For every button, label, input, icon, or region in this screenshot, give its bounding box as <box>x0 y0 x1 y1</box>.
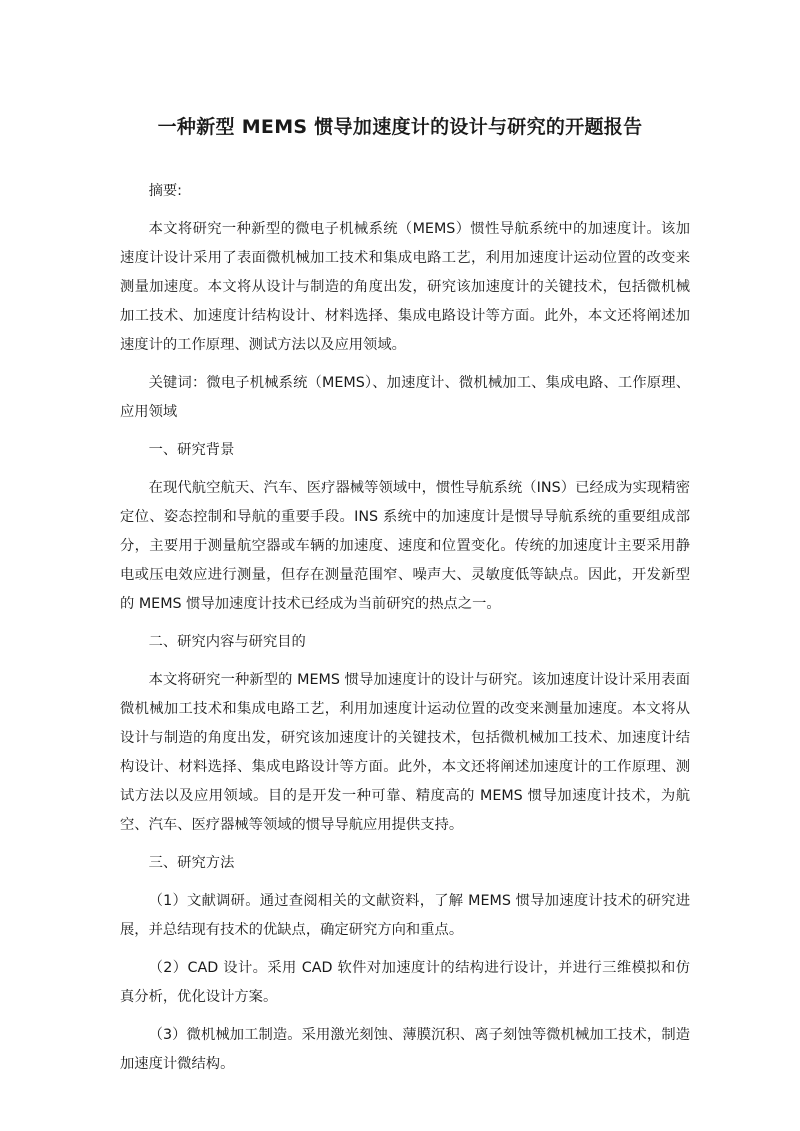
abstract-paragraph: 本文将研究一种新型的微电子机械系统（MEMS）惯性导航系统中的加速度计。该加速度计设计采用了表面微机械加工技术和集成电路工艺，利用加速度计运动位置的改变来测量加速度。本文将从设计与制造的角度出发，研究该加速度计的关键技术，包括微机械加工技术、加速度计结构设计、材料选择、集成电路设计等方面。此外，本文还将阐述加速度计的工作原理、测试方法以及应用领域。 <box>120 221 690 353</box>
method-item-literature: （1）文献调研。通过查阅相关的文献资料，了解 MEMS 惯导加速度计技术的研究进展，并总结现有技术的优缺点，确定研究方向和重点。 <box>120 893 690 938</box>
abstract-label: 摘要: <box>148 183 183 199</box>
background-paragraph: 在现代航空航天、汽车、医疗器械等领域中，惯性导航系统（INS）已经成为实现精密定位、姿态控制和导航的重要手段。INS 系统中的加速度计是惯导导航系统的重要组成部分，主要用于测量航空器或车辆的加速度、速度和位置变化。传统的加速度计主要采用静电或压电效应进行测量，但存在测量范围窄、噪声大、灵敏度低等缺点。因此，开发新型的 MEMS 惯导加速度计技术已经成为当前研究的热点之一。 <box>120 480 690 612</box>
document-title: 一种新型 MEMS 惯导加速度计的设计与研究的开题报告 <box>157 116 643 138</box>
section-heading-content-purpose: 二、研究内容与研究目的 <box>148 634 306 650</box>
method-item-cad: （2）CAD 设计。采用 CAD 软件对加速度计的结构进行设计，并进行三维模拟和仿真分析，优化设计方案。 <box>120 960 690 1005</box>
method-item-micromachining: （3）微机械加工制造。采用激光刻蚀、薄膜沉积、离子刻蚀等微机械加工技术，制造加速度计微结构。 <box>120 1027 690 1072</box>
section-heading-methods: 三、研究方法 <box>148 855 235 871</box>
content-purpose-paragraph: 本文将研究一种新型的 MEMS 惯导加速度计的设计与研究。该加速度计设计采用表面微机械加工技术和集成电路工艺，利用加速度计运动位置的改变来测量加速度。本文将从设计与制造的角度出发，研究该加速度计的关键技术，包括微机械加工技术、加速度计结构设计、材料选择、集成电路设计等方面。此外，本文还将阐述加速度计的工作原理、测试方法以及应用领域。目的是开发一种可靠、精度高的 MEMS 惯导加速度计技术，为航空、汽车、医疗器械等领域的惯导导航应用提供支持。 <box>120 672 690 833</box>
document-page <box>120 112 690 1088</box>
section-heading-background: 一、研究背景 <box>148 442 235 458</box>
keywords-paragraph: 关键词：微电子机械系统（MEMS）、加速度计、微机械加工、集成电路、工作原理、应用领域 <box>120 375 690 420</box>
